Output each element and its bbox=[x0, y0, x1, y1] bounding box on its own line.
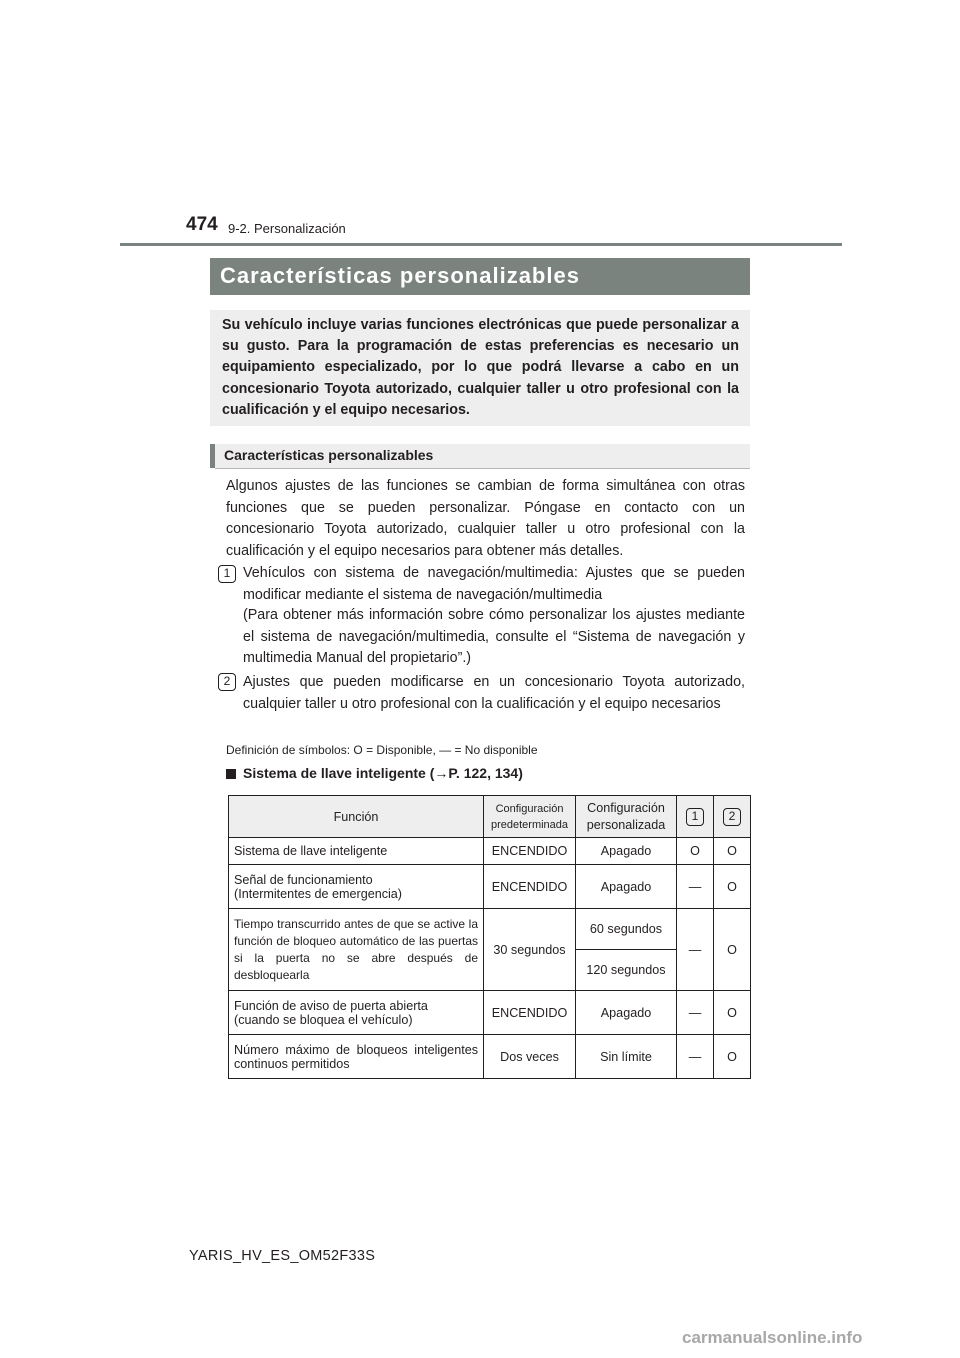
document-code: YARIS_HV_ES_OM52F33S bbox=[189, 1248, 376, 1264]
item-2-text: Ajustes que pueden modificarse en un concesionario Toyota autorizado, cualquier taller u otro profesional con la cualificación y el equipo necesarios bbox=[243, 674, 745, 712]
row-custom: 120 segundos bbox=[576, 950, 677, 991]
header-col2 bbox=[714, 796, 751, 838]
intro-box: Su vehículo incluye varias funciones electrónicas que puede personalizar a su gusto. Para la programación de estas preferencias es necesario un equipamiento especializado, por lo que podrá llevarse a cabo en un concesionario Toyota autorizado, cualquier taller u otro profesional con la cualificación y el equipo necesarios. bbox=[210, 310, 750, 426]
row-col2: O bbox=[714, 991, 751, 1035]
section-label: 9-2. Personalización bbox=[228, 221, 346, 236]
row-col1: — bbox=[677, 1035, 714, 1079]
number-2-icon: 2 bbox=[218, 673, 236, 691]
subheading: Características personalizables bbox=[210, 444, 750, 468]
header-default: Configuración predeterminada bbox=[484, 796, 576, 838]
table-row bbox=[229, 865, 751, 909]
square-bullet-icon bbox=[226, 769, 236, 779]
table-row bbox=[229, 909, 751, 950]
item-1-line-2: (Para obtener más información sobre cómo personalizar los ajustes mediante el sistema de navegación/multimedia, consulte el “Sistema de navegación y multimedia Manual del propietario”.) bbox=[243, 607, 745, 666]
number-1-icon: 1 bbox=[218, 565, 236, 583]
function-line: (Intermitentes de emergencia) bbox=[234, 886, 402, 901]
table-header-row bbox=[229, 796, 751, 838]
page-number: 474 bbox=[186, 214, 218, 235]
row-function: Número máximo de bloqueos inteligentes continuos permitidos bbox=[229, 1035, 484, 1079]
row-col2: O bbox=[714, 1035, 751, 1079]
list-title: Sistema de llave inteligente (→P. 122, 134) bbox=[243, 765, 523, 781]
body-paragraph: Algunos ajustes de las funciones se cambian de forma simultánea con otras funciones que se pueden personalizar. Póngase en contacto con un concesionario Toyota autorizado, cualquier taller u otro profesional con la cualificación y el equipo necesarios para obtener más detalles. bbox=[226, 478, 745, 559]
row-function: Tiempo transcurrido antes de que se active la función de bloqueo automático de las puertas si la puerta no se abre después de desbloquearla bbox=[229, 909, 484, 991]
table-row bbox=[229, 991, 751, 1035]
row-function bbox=[229, 865, 484, 909]
row-default: Dos veces bbox=[484, 1035, 576, 1079]
row-default: ENCENDIDO bbox=[484, 991, 576, 1035]
row-function: Sistema de llave inteligente bbox=[229, 838, 484, 865]
subheading-rule bbox=[215, 468, 750, 469]
row-default: ENCENDIDO bbox=[484, 838, 576, 865]
row-default: ENCENDIDO bbox=[484, 865, 576, 909]
row-custom: Sin límite bbox=[576, 1035, 677, 1079]
number-2-icon: 2 bbox=[723, 808, 741, 826]
header-col1 bbox=[677, 796, 714, 838]
row-function bbox=[229, 991, 484, 1035]
row-col1: — bbox=[677, 909, 714, 991]
item-1-line-1: Vehículos con sistema de navegación/multimedia: Ajustes que se pueden modificar mediante el sistema de navegación/multimedia bbox=[243, 565, 745, 603]
page-title: Características personalizables bbox=[210, 258, 750, 295]
header-custom: Configuración personalizada bbox=[576, 796, 677, 838]
function-line: (cuando se bloquea el vehículo) bbox=[234, 1012, 413, 1027]
row-col1: — bbox=[677, 865, 714, 909]
function-line: Función de aviso de puerta abierta bbox=[234, 998, 428, 1013]
table-row bbox=[229, 838, 751, 865]
function-line: Señal de funcionamiento bbox=[234, 872, 373, 887]
table-row bbox=[229, 1035, 751, 1079]
row-custom: Apagado bbox=[576, 991, 677, 1035]
row-col2: O bbox=[714, 865, 751, 909]
row-custom: Apagado bbox=[576, 838, 677, 865]
row-default: 30 segundos bbox=[484, 909, 576, 991]
row-col2: O bbox=[714, 838, 751, 865]
row-custom: Apagado bbox=[576, 865, 677, 909]
features-table bbox=[228, 795, 751, 1079]
row-col1: O bbox=[677, 838, 714, 865]
watermark: carmanualsonline.info bbox=[682, 1328, 863, 1347]
header-function: Función bbox=[229, 796, 484, 838]
row-custom: 60 segundos bbox=[576, 909, 677, 950]
row-col1: — bbox=[677, 991, 714, 1035]
row-col2: O bbox=[714, 909, 751, 991]
symbol-definition: Definición de símbolos: O = Disponible, — = No disponible bbox=[226, 743, 538, 757]
header-rule bbox=[120, 243, 842, 246]
number-1-icon: 1 bbox=[686, 808, 704, 826]
